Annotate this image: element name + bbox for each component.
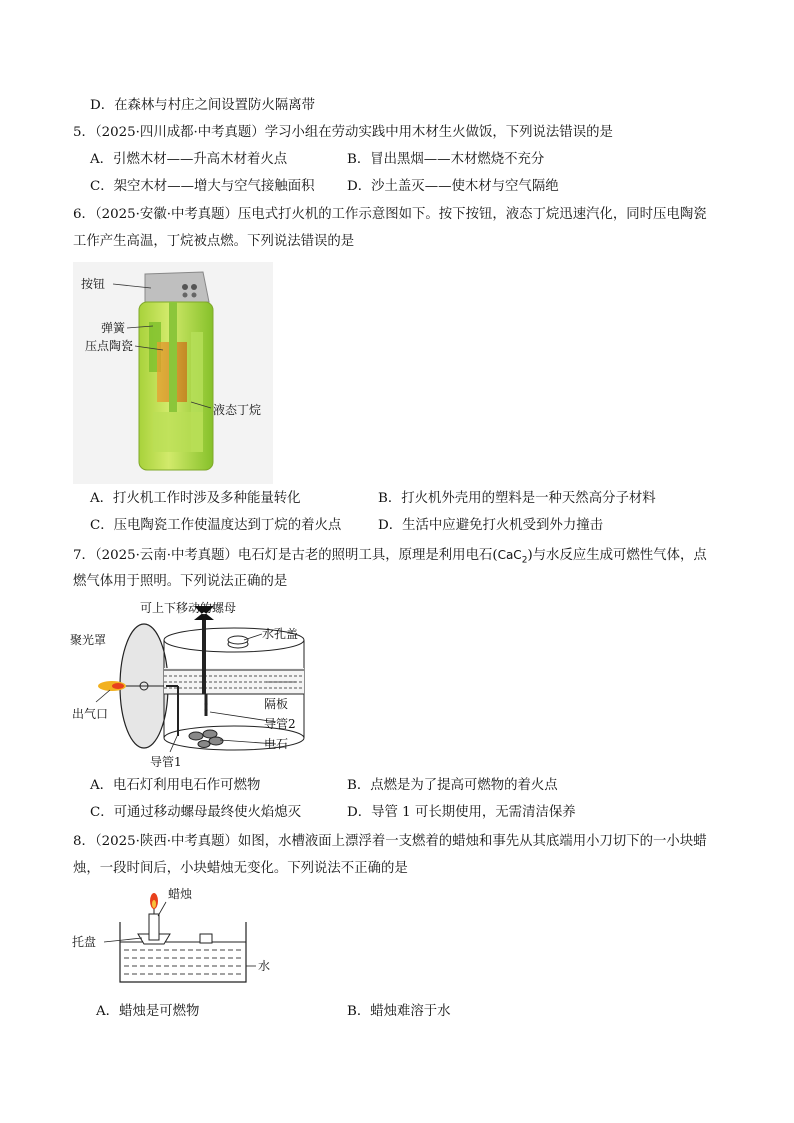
q7-stem-line1	[73, 545, 707, 570]
burning-candle	[149, 914, 159, 940]
formula-subscript: 2	[521, 555, 528, 566]
q6-option-a: A．打火机工作时涉及多种能量转化	[90, 491, 301, 506]
label-carbide: 电石	[264, 737, 289, 751]
q4-option-d: D．在森林与村庄之间设置防火隔离带	[90, 98, 315, 113]
q7-stem-part-b: )与水反应生成可燃性气体，点	[527, 548, 707, 563]
q7-option-b: B．点燃是为了提高可燃物的着火点	[347, 778, 558, 793]
label-spring: 弹簧	[100, 321, 125, 335]
q5-option-b: B．冒出黑烟——木材燃烧不充分	[347, 152, 545, 167]
q5-stem: 5．（2025·四川成都·中考真题）学习小组在劳动实践中用木材生火做饭，下列说法错误的是	[73, 125, 613, 140]
label-water: 水	[258, 959, 271, 973]
lighter-figure	[73, 262, 273, 484]
chemical-formula	[497, 548, 528, 566]
q7-option-a: A．电石灯利用电石作可燃物	[90, 778, 261, 793]
label-water-cap: 水孔盖	[262, 627, 299, 641]
candle-figure	[70, 884, 280, 990]
label-candle: 蜡烛	[168, 887, 193, 901]
q6-option-d: D．生活中应避免打火机受到外力撞击	[378, 518, 603, 533]
label-tube2: 导管2	[264, 717, 296, 731]
carbide-stones	[189, 732, 203, 740]
label-partition: 隔板	[264, 697, 289, 711]
carbide-lamp-figure	[66, 598, 316, 770]
q6-option-b: B．打火机外壳用的塑料是一种天然高分子材料	[378, 491, 656, 506]
label-nut: 可上下移动的螺母	[140, 601, 237, 615]
label-outlet: 出气口	[72, 707, 109, 721]
q8-stem-line2: 烛，一段时间后，小块蜡烛无变化。下列说法不正确的是	[73, 861, 408, 876]
label-tube1: 导管1	[150, 755, 182, 769]
q8-option-a: A．蜡烛是可燃物	[96, 1004, 200, 1019]
q5-option-c: C．架空木材——增大与空气接触面积	[90, 179, 315, 194]
q5-option-d: D．沙土盖灭——使木材与空气隔绝	[347, 179, 559, 194]
q7-option-c: C．可通过移动螺母最终使火焰熄灭	[90, 805, 302, 820]
label-button: 按钮	[80, 277, 105, 291]
small-candle-piece	[200, 934, 212, 943]
water-trough	[120, 922, 246, 982]
q7-stem-part-a: 7．（2025·云南·中考真题）电石灯是古老的照明工具，原理是利用电石(	[73, 548, 498, 563]
formula-main: CaC	[497, 548, 522, 562]
q6-stem-line2: 工作产生高温，丁烷被点燃。下列说法错误的是	[73, 234, 355, 249]
label-ceramic: 压点陶瓷	[84, 339, 133, 353]
label-butane: 液态丁烷	[213, 403, 262, 417]
q8-stem-line1: 8．（2025·陕西·中考真题）如图，水槽液面上漂浮着一支燃着的蜡烛和事先从其底端用小刀切下的一小块蜡	[73, 834, 707, 849]
q5-option-a: A．引燃木材——升高木材着火点	[90, 152, 288, 167]
label-reflector: 聚光罩	[70, 633, 107, 647]
label-tray: 托盘	[72, 935, 97, 949]
q7-stem-line2: 燃气体用于照明。下列说法正确的是	[73, 574, 288, 589]
q8-option-b: B．蜡烛难溶于水	[347, 1004, 451, 1019]
q6-stem-line1: 6．（2025·安徽·中考真题）压电式打火机的工作示意图如下。按下按钮，液态丁烷迅速汽化，同时压电陶瓷	[73, 207, 707, 222]
q7-option-d: D．导管 1 可长期使用，无需清洁保养	[347, 805, 576, 820]
lighter-head	[145, 272, 209, 302]
q6-option-c: C．压电陶瓷工作使温度达到丁烷的着火点	[90, 518, 342, 533]
